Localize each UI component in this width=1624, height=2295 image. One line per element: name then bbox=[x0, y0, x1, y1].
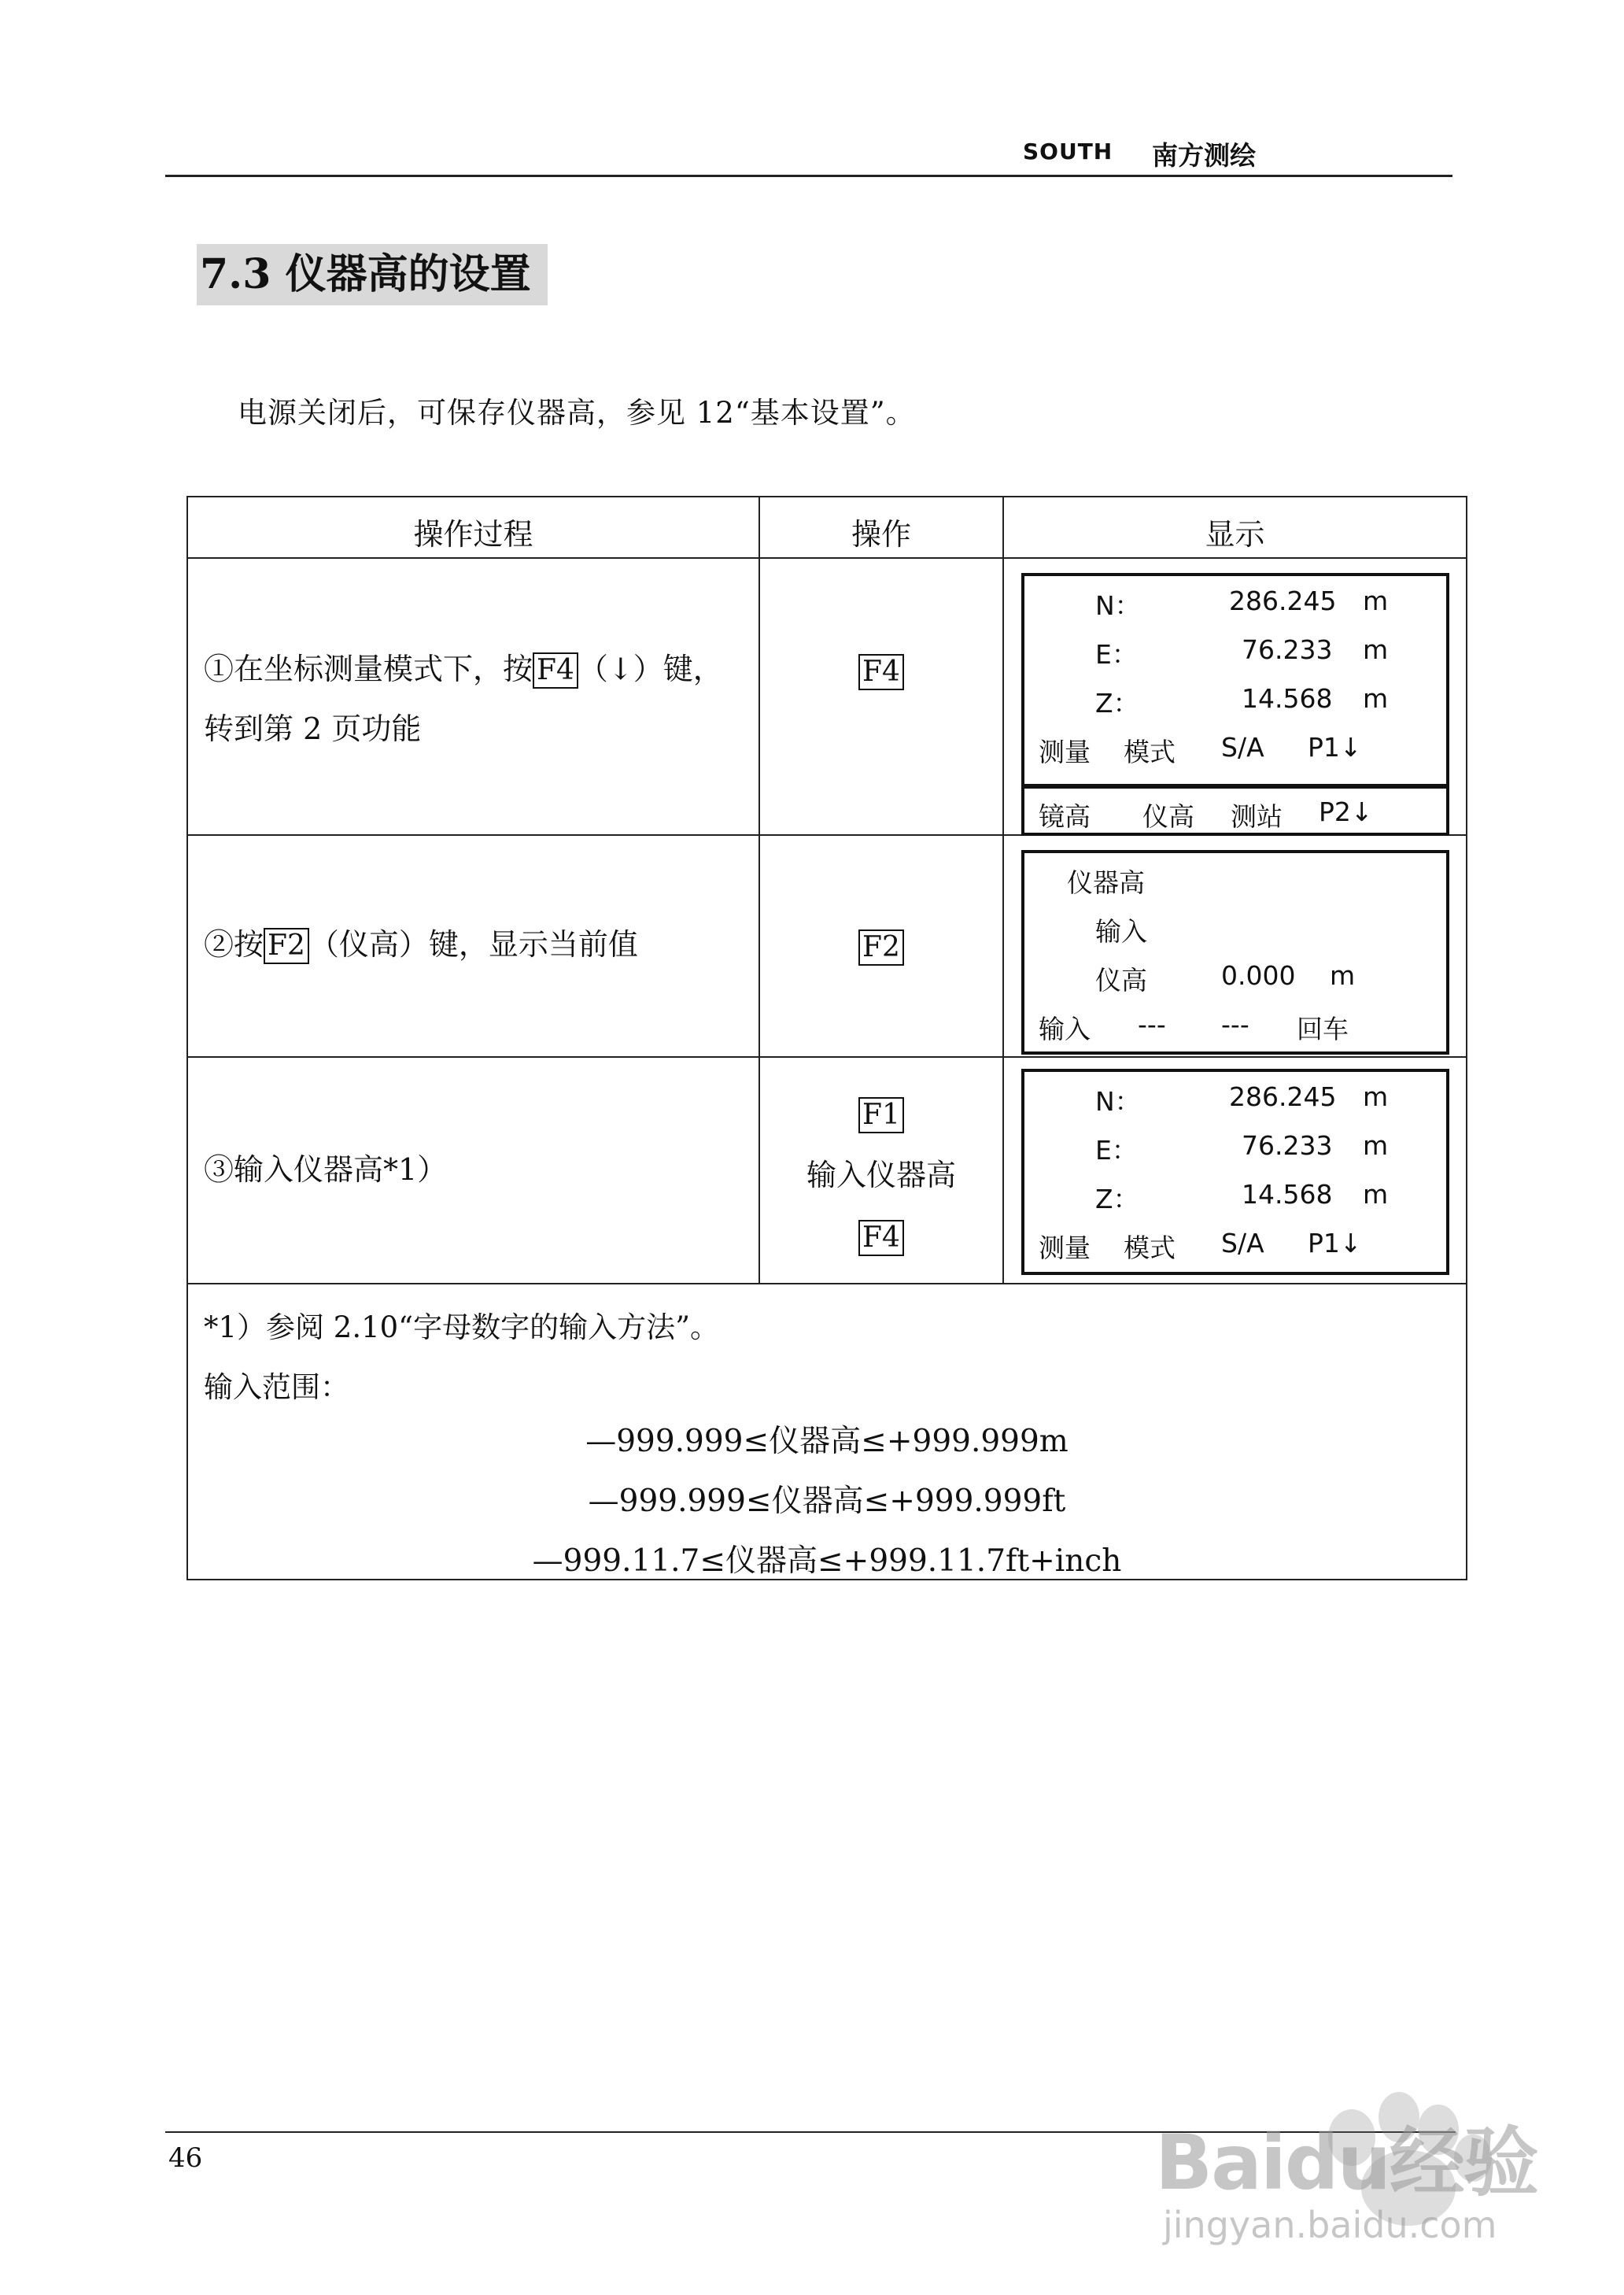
f1-key: F1 bbox=[858, 1097, 904, 1133]
header-brand-cn: 南方测绘 bbox=[1152, 140, 1256, 171]
section-title: 7.3 仪器高的设置 bbox=[197, 244, 548, 305]
z-unit: m bbox=[1363, 683, 1389, 714]
range-feet-inch: —999.11.7≤仪器高≤+999.11.7ft+inch bbox=[532, 1543, 1122, 1579]
z-value-2: 14.568 bbox=[1242, 1179, 1333, 1210]
e-value-2: 76.233 bbox=[1242, 1130, 1333, 1161]
e-unit-2: m bbox=[1363, 1130, 1389, 1161]
z-label: Z： bbox=[1095, 688, 1139, 719]
menu-p1: P1↓ bbox=[1308, 732, 1362, 763]
menu-sa-2: S/A bbox=[1221, 1228, 1264, 1258]
row-divider-3 bbox=[188, 1283, 1466, 1284]
menu-prism-height: 镜高 bbox=[1039, 801, 1091, 832]
menu-mode-2: 模式 bbox=[1124, 1232, 1176, 1263]
menu-blank-1: --- bbox=[1138, 1009, 1166, 1040]
menu-measure-2: 测量 bbox=[1039, 1232, 1091, 1263]
row1-process-text-a: ①在坐标测量模式下，按 bbox=[204, 652, 533, 686]
header-rule bbox=[165, 175, 1452, 177]
header-process: 操作过程 bbox=[413, 517, 533, 552]
note-range-label: 输入范围： bbox=[204, 1370, 349, 1404]
n-value: 286.245 bbox=[1229, 586, 1337, 616]
header-brand: SOUTH bbox=[1023, 139, 1113, 164]
row3-screen bbox=[1021, 1069, 1449, 1275]
e-value: 76.233 bbox=[1242, 634, 1333, 665]
n-label-2: N： bbox=[1095, 1086, 1141, 1117]
menu-inst-height: 仪高 bbox=[1142, 801, 1194, 832]
input-inst-height-text: 输入仪器高 bbox=[806, 1158, 956, 1192]
menu-station: 测站 bbox=[1231, 801, 1283, 832]
z-value: 14.568 bbox=[1242, 683, 1333, 714]
n-unit-2: m bbox=[1363, 1081, 1389, 1112]
screen-subtitle: 输入 bbox=[1095, 916, 1147, 947]
row3-operation bbox=[760, 1083, 1002, 1267]
menu-mode: 模式 bbox=[1124, 737, 1176, 767]
f2-key-ref: F2 bbox=[264, 928, 309, 964]
page-number: 46 bbox=[168, 2142, 203, 2174]
watermark-logo: Baidu经验 bbox=[1155, 2119, 1537, 2207]
z-label-2: Z： bbox=[1095, 1184, 1139, 1214]
row1-process-line2: 转到第 2 页功能 bbox=[204, 711, 422, 746]
inst-height-unit: m bbox=[1330, 960, 1356, 991]
menu-p1-2: P1↓ bbox=[1308, 1228, 1362, 1258]
row2-process-text-a: ②按 bbox=[204, 927, 264, 962]
range-meters: —999.999≤仪器高≤+999.999m bbox=[585, 1424, 1069, 1459]
inst-height-value: 0.000 bbox=[1221, 960, 1296, 991]
row2-process-text-b: （仪高）键，显示当前值 bbox=[308, 927, 638, 962]
range-feet: —999.999≤仪器高≤+999.999ft bbox=[588, 1484, 1066, 1519]
f4-key-2: F4 bbox=[858, 1220, 904, 1256]
menu-enter: 回车 bbox=[1297, 1014, 1349, 1044]
menu-p2: P2↓ bbox=[1319, 796, 1373, 827]
menu-blank-2: --- bbox=[1221, 1009, 1249, 1040]
note-reference: *1）参阅 2.10“字母数字的输入方法”。 bbox=[204, 1310, 720, 1344]
menu-measure: 测量 bbox=[1039, 737, 1091, 767]
row1-operation bbox=[760, 653, 1002, 690]
intro-paragraph: 电源关闭后，可保存仪器高，参见 12“基本设置”。 bbox=[238, 396, 916, 430]
watermark-url: jingyan.baidu.com bbox=[1163, 2204, 1497, 2246]
header-operation: 操作 bbox=[851, 517, 911, 552]
header-display: 显示 bbox=[1205, 517, 1265, 552]
n-value-2: 286.245 bbox=[1229, 1081, 1337, 1112]
row1-process-text-b: （↓）键， bbox=[578, 652, 723, 686]
menu-input: 输入 bbox=[1039, 1014, 1091, 1044]
header-row-divider bbox=[188, 557, 1466, 559]
row2-operation bbox=[760, 929, 1002, 966]
z-unit-2: m bbox=[1363, 1179, 1389, 1210]
row1-screen-page2 bbox=[1021, 785, 1449, 836]
n-label: N： bbox=[1095, 590, 1141, 621]
f4-key-ref: F4 bbox=[533, 652, 578, 689]
menu-sa: S/A bbox=[1221, 732, 1264, 763]
row1-process bbox=[204, 639, 723, 759]
e-unit: m bbox=[1363, 634, 1389, 665]
f2-key: F2 bbox=[858, 929, 904, 966]
row2-screen bbox=[1021, 850, 1449, 1055]
row3-process: ③输入仪器高*1） bbox=[204, 1152, 448, 1187]
n-unit: m bbox=[1363, 586, 1389, 616]
inst-height-label: 仪高 bbox=[1095, 965, 1147, 996]
screen-title: 仪器高 bbox=[1067, 867, 1145, 898]
row1-screen bbox=[1021, 573, 1449, 787]
f4-key: F4 bbox=[858, 654, 904, 690]
e-label: E： bbox=[1095, 639, 1138, 670]
e-label-2: E： bbox=[1095, 1135, 1138, 1166]
row-divider-2 bbox=[188, 1056, 1466, 1058]
row2-process bbox=[204, 915, 638, 974]
col-divider-2 bbox=[1002, 497, 1004, 1284]
